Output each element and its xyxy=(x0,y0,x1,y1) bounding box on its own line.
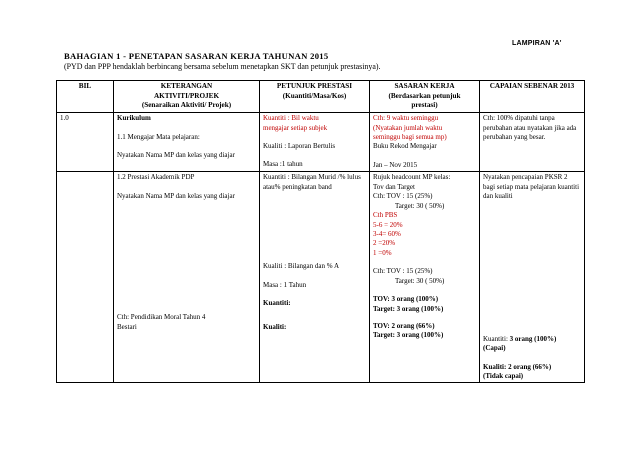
row2-c2b: 3 orang (100%) xyxy=(509,334,557,343)
row1-p3: Kualiti : Laporan Bertulis xyxy=(263,142,336,151)
row1-s5: Jan – Nov 2015 xyxy=(373,160,418,169)
skt-table xyxy=(56,80,585,383)
row2-s1: Rujuk headcount MP kelas: xyxy=(373,173,451,182)
header-keterangan-line1: KETERANGAN xyxy=(160,82,213,90)
row1-bil-value: 1.0 xyxy=(60,114,69,123)
row2-c2a: Kuantiti: xyxy=(483,334,510,343)
header-capaian xyxy=(480,81,585,113)
row2-c4: Kualiti: 2 orang (66%) xyxy=(483,362,552,371)
header-keterangan-line3: (Senaraikan Aktiviti/ Projek) xyxy=(141,101,232,110)
row2-p4: Kuantiti: xyxy=(263,299,291,308)
row1-sasaran xyxy=(370,113,480,172)
row2-p2: Kualiti : Bilangan dan % A xyxy=(263,262,340,271)
row2-bil xyxy=(57,172,114,383)
row2-c3: (Capai) xyxy=(483,344,506,353)
row1-capaian xyxy=(480,113,585,172)
row2-s3: Cth: TOV : 15 (25%) xyxy=(373,192,433,201)
section-heading: BAHAGIAN 1 - PENETAPAN SASARAN KERJA TAHUNAN 2015 xyxy=(64,51,329,61)
row1-bil xyxy=(57,113,114,172)
row2-s15: Target: 3 orang (100%) xyxy=(373,331,444,340)
header-sasaran-line3: prestasi) xyxy=(411,101,438,110)
row2-k1: 1.2 Prestasi Akademik PDP xyxy=(117,173,195,182)
row2-s8: 2 =20% xyxy=(373,239,396,248)
row1-p1: Kuantiti : Bil waktu xyxy=(263,114,319,123)
row2-s6: 5-6 = 20% xyxy=(373,220,403,229)
lampiran-label: LAMPIRAN 'A' xyxy=(512,40,562,47)
table-row xyxy=(57,172,585,383)
row2-s11: Target: 30 ( 50%) xyxy=(395,276,445,285)
row2-s12: TOV: 3 orang (100%) xyxy=(373,295,439,304)
header-petunjuk-line2: (Kuantiti/Masa/Kos) xyxy=(282,91,347,100)
table-row xyxy=(57,113,585,172)
row1-k2: 1.1 Mengajar Mata pelajaran: xyxy=(117,132,200,141)
row2-s14: TOV: 2 orang (66%) xyxy=(373,322,435,331)
row2-p5: Kualiti: xyxy=(263,322,287,331)
row2-s9: 1 =0% xyxy=(373,248,392,257)
row2-s13: Target: 3 orang (100%) xyxy=(373,304,444,313)
row2-s7: 3-4= 60% xyxy=(373,229,401,238)
row1-c1: Cth: 100% dipatuhi tanpa perubahan atau nyatakan jika ada perubahan yang besar. xyxy=(483,114,577,142)
row2-p3: Masa : 1 Tahun xyxy=(263,280,307,289)
row1-s2: (Nyatakan jumlah waktu xyxy=(373,123,443,132)
row2-k3: Cth: Pendidikan Moral Tahun 4 xyxy=(117,313,206,322)
row2-s4: Target: 30 ( 50%) xyxy=(395,201,445,210)
row1-p4: Masa :1 tahun xyxy=(263,160,303,169)
row2-k2: Nyatakan Nama MP dan kelas yang diajar xyxy=(117,191,235,200)
row1-keterangan xyxy=(114,113,260,172)
row2-petunjuk xyxy=(260,172,370,383)
row2-s10: Cth: TOV : 15 (25%) xyxy=(373,267,433,276)
header-capaian-label: CAPAIAN SEBENAR 2013 xyxy=(489,82,575,90)
row2-c5: (Tidak capai) xyxy=(483,371,524,380)
row1-p2: mengajar setiap subjek xyxy=(263,123,328,132)
row2-k4: Bestari xyxy=(117,322,137,331)
header-bil-label: BIL xyxy=(78,82,92,90)
row1-s4: Buku Rekod Mengajar xyxy=(373,142,437,151)
row1-s3: seminggu bagi semua mp) xyxy=(373,133,447,142)
row2-s2: Tov dan Target xyxy=(373,182,415,191)
row1-petunjuk xyxy=(260,113,370,172)
header-petunjuk-line1: PETUNJUK PRESTASI xyxy=(276,82,353,90)
row2-c1: Nyatakan pencapaian PKSR 2 bagi setiap mata pelajaran kuantiti dan kualiti xyxy=(483,173,580,201)
section-subheading: (PYD dan PPP hendaklah berbincang bersama sebelum menetapkan SKT dan petunjuk prestasinya). xyxy=(64,62,381,71)
row2-keterangan xyxy=(114,172,260,383)
row1-k3: Nyatakan Nama MP dan kelas yang diajar xyxy=(117,151,235,160)
header-keterangan-line2: AKTIVITI/PROJEK xyxy=(153,91,220,100)
row1-k1: Kurikulum xyxy=(117,114,151,123)
row2-s5: Cth PBS xyxy=(373,211,398,220)
row2-sasaran xyxy=(370,172,480,383)
row2-p1: Kuantiti : Bilangan Murid /% lulus atau% peningkatan band xyxy=(263,173,361,191)
header-sasaran xyxy=(370,81,480,113)
header-petunjuk xyxy=(260,81,370,113)
table-header-row xyxy=(57,81,585,113)
header-bil xyxy=(57,81,114,113)
header-sasaran-line1: SASARAN KERJA xyxy=(394,82,455,90)
header-sasaran-line2: (Berdasarkan petunjuk xyxy=(388,91,461,100)
row2-capaian xyxy=(480,172,585,383)
row1-s1: Cth: 9 waktu seminggu xyxy=(373,114,439,123)
header-keterangan xyxy=(114,81,260,113)
